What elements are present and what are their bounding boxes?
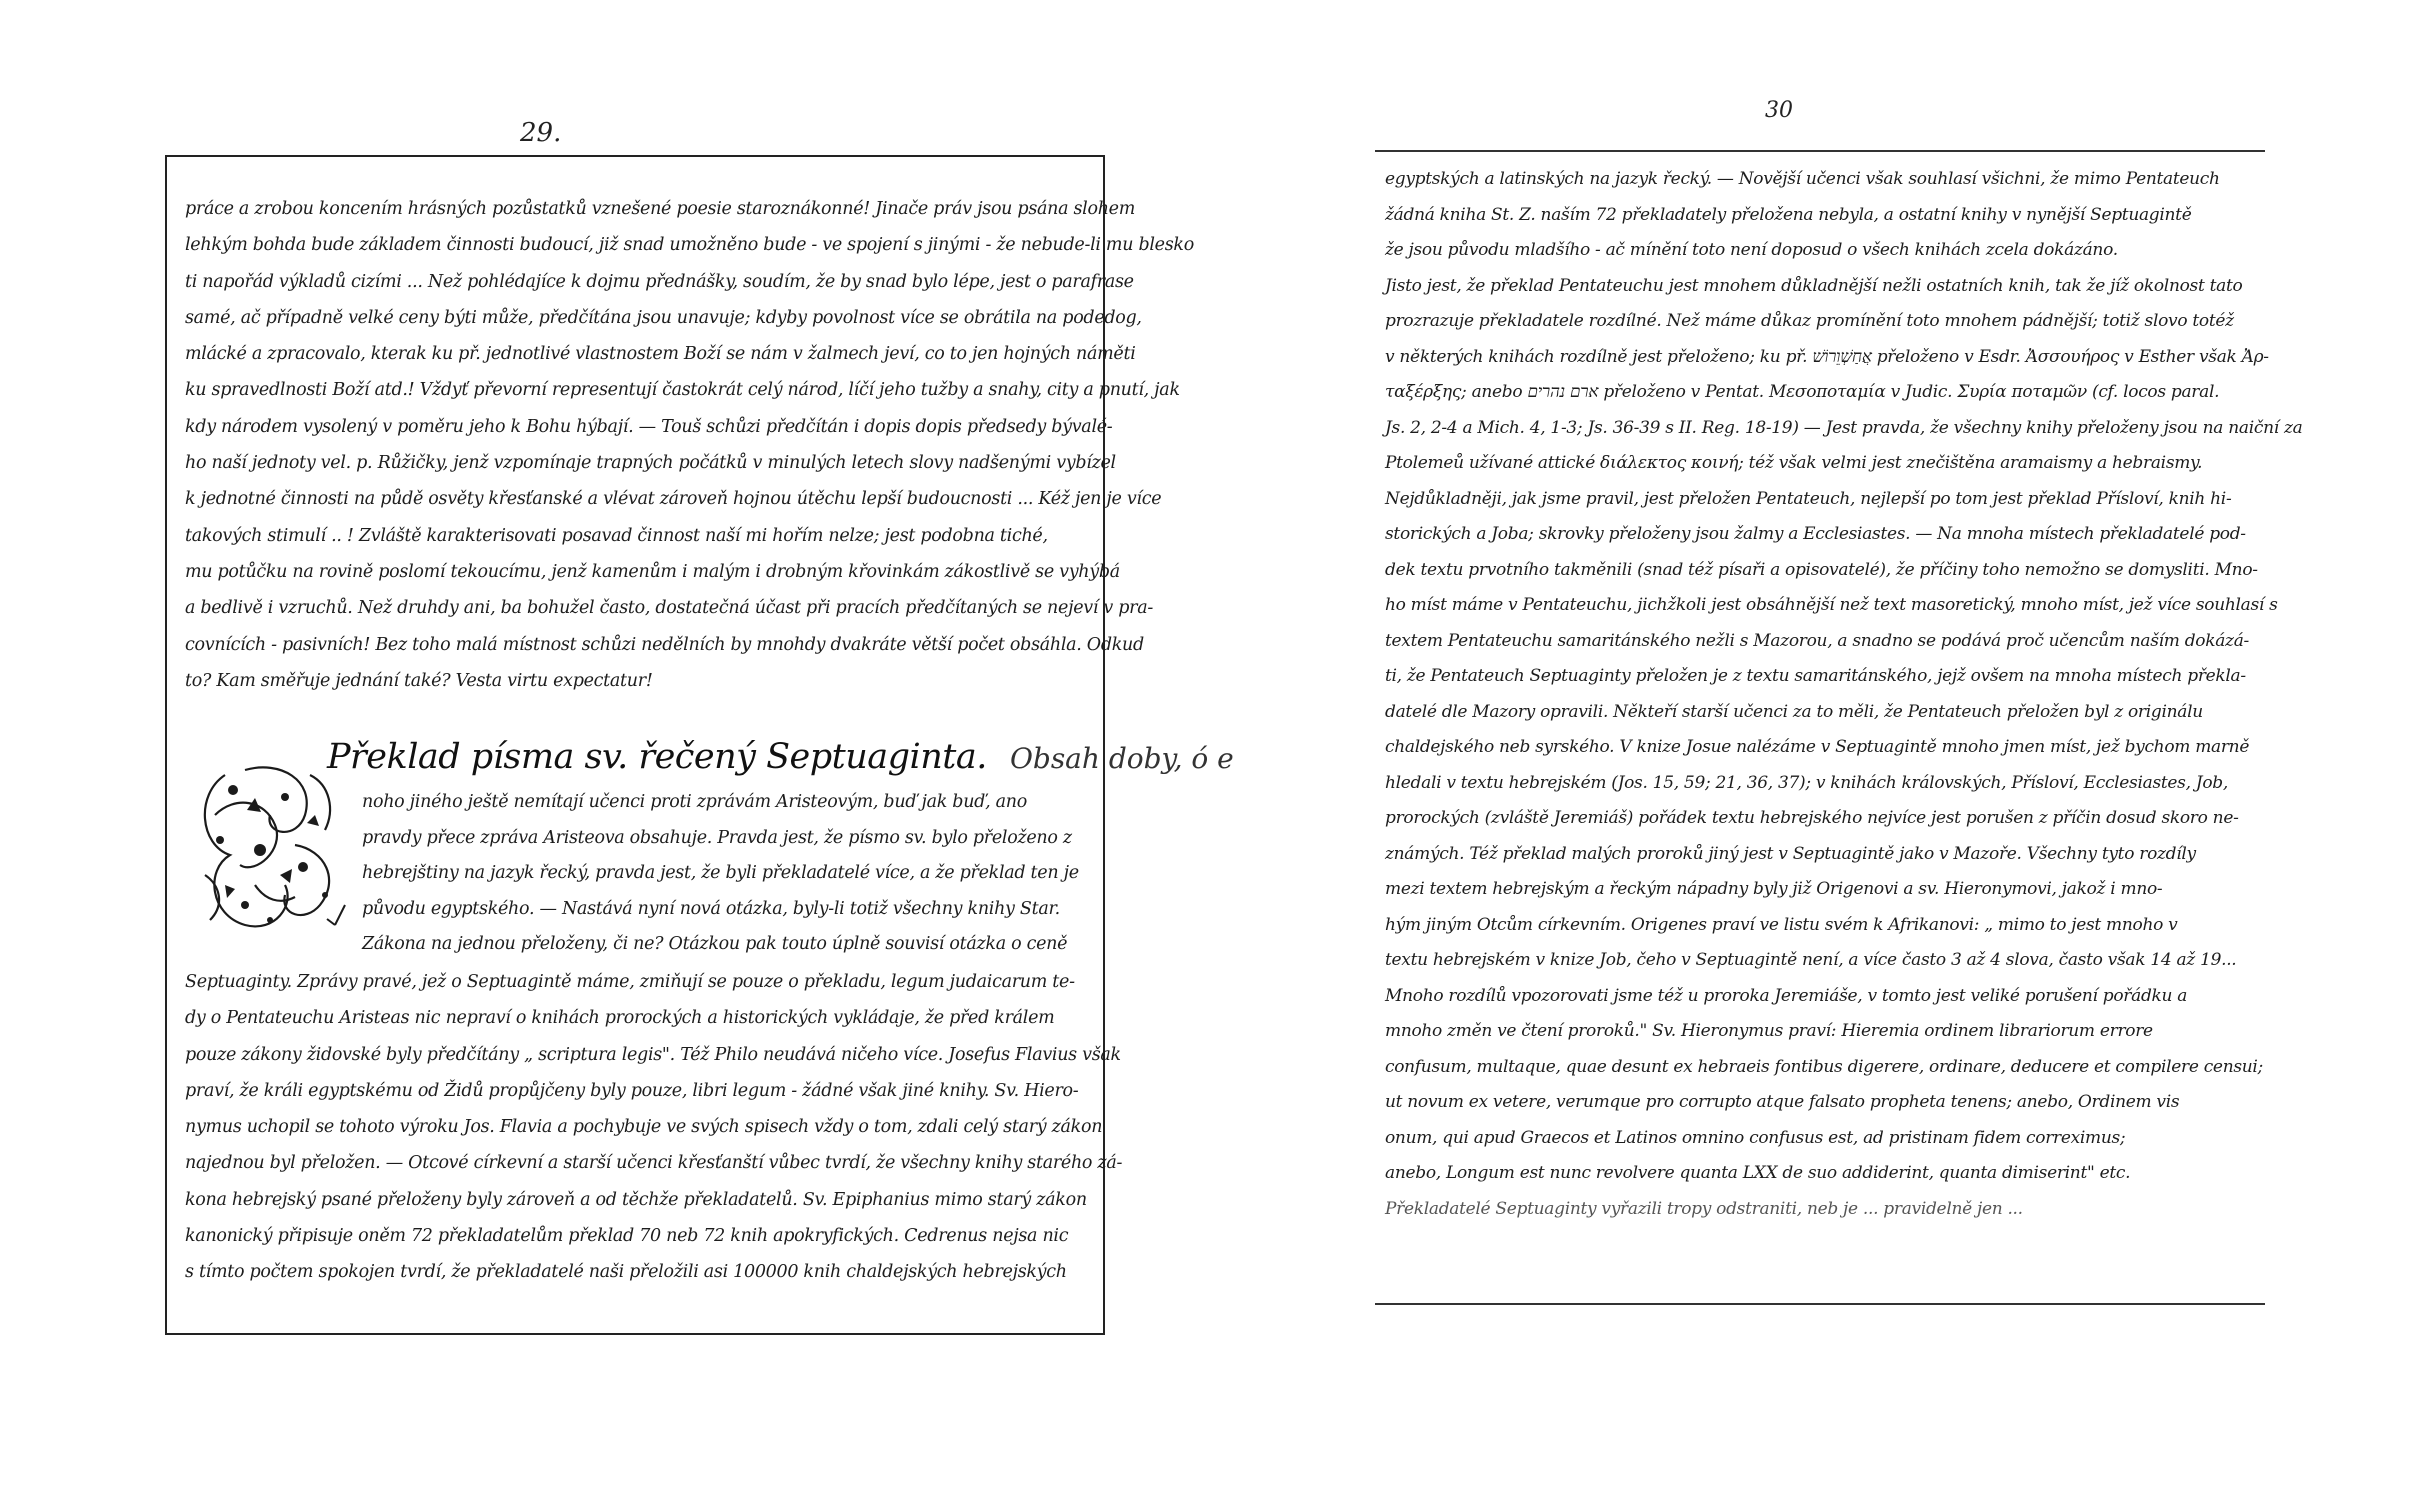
right-page-text-line: ho míst máme v Pentateuchu, jichžkoli jest obsáhnější než text masoretický, mnoho míst, jež více souhlasí s <box>1385 595 2278 615</box>
left-page-top-text-line: mu potůčku na rovině poslomí tekoucímu, jenž kamenům i malým i drobným křovinkám zákostlivě se vyhýbá <box>185 561 1120 582</box>
right-page-text-line: v některých knihách rozdílně jest přeloženo; ku př. אֲחַשְׁוֵרוֹשׁ přeloženo v Esdr. Ἀσσουήρος v Esther však Ἀρ- <box>1385 346 2269 367</box>
chapter-heading: Překlad písma sv. řečený Septuaginta. <box>327 737 987 777</box>
left-page-top-text-line: a bedlivě i vzruchů. Než druhdy ani, ba bohužel často, dostatečná účast při pracích předčítaných se nejeví v pra- <box>185 598 1153 619</box>
left-page-top-text-line: covnících - pasivních! Bez toho malá místnost schůzi nedělních by mnohdy dvakráte větší počet obsáhla. Odkud <box>185 634 1144 655</box>
right-page-number: 30 <box>1765 98 1793 123</box>
left-page-top-text-line: ti napořád výkladů cizími ... Než pohlédajíce k dojmu přednášky, soudím, že by snad bylo lépe, jest o parafrase <box>185 271 1134 292</box>
heading-handwritten-note: Obsah doby, ó e <box>1009 742 1234 775</box>
left-page-top-text-line: to? Kam směřuje jednání také? Vesta virtu expectatur! <box>185 670 653 691</box>
left-page-top-text-line: takových stimulí .. ! Zvláště karakterisovati posavad činnost naší mi hořím nelze; jest podobna tiché, <box>185 525 1048 546</box>
left-page-bottom-text-line: najednou byl přeložen. — Otcové církevní a starší učenci křesťanští vůbec tvrdí, že všechny knihy starého zá- <box>185 1153 1123 1174</box>
left-page-bottom-text-line: dy o Pentateuchu Aristeas nic nepraví o knihách prorockých a historických vykládaje, že před králem <box>185 1008 1055 1029</box>
right-page-text-line: Jisto jest, že překlad Pentateuchu jest mnohem důkladnější nežli ostatních knih, tak že jíž okolnost tato <box>1385 275 2243 296</box>
left-page-bottom-text-line: Septuaginty. Zprávy pravé, jež o Septuagintě máme, zmiňují se pouze o překladu, legum judaicarum te- <box>185 972 1075 992</box>
left-page-number: 29. <box>520 118 562 148</box>
left-page-top-text-line: mlácké a zpracovalo, kterak ku př. jednotlivé vlastnostem Boží se nám v žalmech jeví, co to jen hojných náměti <box>185 344 1136 365</box>
right-page-text-line: žádná kniha St. Z. naším 72 překladately přeložena nebyla, a ostatní knihy v nynější Septuagintě <box>1385 204 2192 225</box>
right-page-text-line: mnoho změn ve čtení proroků." Sv. Hieronymus praví: Hieremia ordinem librariorum errore <box>1385 1021 2153 1041</box>
chapter-heading-row <box>327 737 1234 785</box>
right-page-text-line: Překladatelé Septuaginty vyřazili tropy odstraniti, neb je ... pravidelně jen ... <box>1385 1198 2023 1219</box>
left-page-indented-text-line: hebrejštiny na jazyk řecký, pravda jest, že byli překladatelé více, a že překlad ten je <box>362 863 1079 884</box>
right-page-text-line: ut novum ex vetere, verumque pro corrupto atque falsato propheta tenens; anebo, Ordinem vis <box>1385 1092 2180 1112</box>
right-page-text-line: prorockých (zvláště Jeremiáš) pořádek textu hebrejského nejvíce jest porušen z příčin dosud skoro ne- <box>1385 808 2239 828</box>
right-page-text-line: ταξέρξης; anebo ארם נהרים přeloženo v Pentat. Μεσοποταμία v Judic. Συρία ποταμῶν (cf. locos paral. <box>1385 382 2220 402</box>
left-page-top-text-line: k jednotné činnosti na půdě osvěty křesťanské a vlévat zároveň hojnou útěchu lepší budoucnosti ... Kéž jen je více <box>185 489 1162 510</box>
right-page-text-line: textu hebrejském v knize Job, čeho v Septuagintě není, a více často 3 až 4 slova, často však 14 až 19... <box>1385 950 2237 970</box>
right-page-text-line: textem Pentateuchu samaritánského nežli s Mazorou, a snadno se podává proč učencům naším dokázá- <box>1385 630 2249 651</box>
left-page <box>165 155 1234 1335</box>
left-page-top-text-line: samé, ač případně velké ceny býti může, předčítána jsou unavuje; kdyby povolnost více se obrátila na podedog, <box>185 307 1142 328</box>
left-page-bottom-text-line: s tímto počtem spokojen tvrdí, že překladatelé naši přeložili asi 100000 knih chaldejských hebrejských <box>185 1262 1067 1283</box>
left-page-indented-text-line: noho jiného ještě nemítají učenci proti zprávám Aristeovým, buď jak buď, ano <box>362 792 1027 812</box>
left-page-top-text-line: kdy národem vysolený v poměru jeho k Bohu hýbají. — Touš schůzi předčítán i dopis dopis předsedy bývalé- <box>185 416 1113 437</box>
right-page-text-line: egyptských a latinských na jazyk řecký. — Novější učenci však souhlasí všichni, že mimo Pentateuch <box>1385 169 2220 189</box>
left-page-indented-text <box>362 785 1089 963</box>
right-page-text <box>1385 162 2303 1227</box>
left-page-indented-text-line: Zákona na jednou přeloženy, či ne? Otázkou pak touto úplně souvisí otázka o ceně <box>362 934 1068 955</box>
right-page-text-line: Js. 2, 2-4 a Mich. 4, 1-3; Js. 36-39 s II. Reg. 18-19) — Jest pravda, že všechny knihy přeloženy jsou na naiční za <box>1385 417 2303 438</box>
left-page-bottom-text-line: nymus uchopil se tohoto výroku Jos. Flavia a pochybuje ve svých spisech vždy o tom, zdali celý starý zákon <box>185 1117 1103 1138</box>
right-page-text-line: Nejdůkladněji, jak jsme pravil, jest přeložen Pentateuch, nejlepší po tom jest překlad Přísloví, knih hi- <box>1385 488 2232 509</box>
left-page-bottom-text-line: pouze zákony židovské byly předčítány „ scriptura legis". Též Philo neudává ničeho více. Josefus Flavius však <box>185 1044 1121 1065</box>
right-page-text-line: že jsou původu mladšího - ač mínění toto není doposud o všech knihách zcela dokázáno. <box>1385 240 2118 260</box>
left-page-top-text <box>185 191 1194 699</box>
left-page-top-text-line: ku spravedlnosti Boží atd.! Vždyť převorní representují častokrát celý národ, líčí jeho tužby a snahy, city a pnutí, jak <box>185 380 1180 401</box>
right-page <box>1375 150 2303 1305</box>
right-page-text-line: známých. Též překlad malých proroků jiný jest v Septuagintě jako v Mazoře. Všechny tyto rozdíly <box>1385 843 2196 864</box>
right-page-text-line: anebo, Longum est nunc revolvere quanta LXX de suo addiderint, quanta dimiserint" etc. <box>1385 1163 2131 1183</box>
right-page-text-line: mezi textem hebrejským a řeckým nápadny byly již Origenovi a sv. Hieronymovi, jakož i mno- <box>1385 879 2163 899</box>
right-page-text-line: confusum, multaque, quae desunt ex hebraeis fontibus digerere, ordinare, deducere et compilere censui; <box>1385 1056 2263 1077</box>
left-page-indented-text-line: pravdy přece zpráva Aristeova obsahuje. Pravda jest, že písmo sv. bylo přeloženo z <box>362 827 1072 848</box>
right-page-text-line: ti, že Pentateuch Septuaginty přeložen je z textu samaritánského, jejž ovšem na mnoha místech překla- <box>1385 666 2246 686</box>
right-page-text-line: storických a Joba; skrovky přeloženy jsou žalmy a Ecclesiastes. — Na mnoha místech překladatelé pod- <box>1385 524 2246 544</box>
right-page-text-line: Ptolemeů užívané attické διάλεκτος κοινή; též však velmi jest znečištěna aramaismy a hebraismy. <box>1385 453 2203 473</box>
left-page-bottom-text-line: kanonický připisuje oněm 72 překladatelům překlad 70 neb 72 knih apokryfických. Cedrenus nejsa nic <box>185 1226 1069 1247</box>
right-page-text-line: dek textu prvotního takměnili (snad též písaři a opisovatelé), že příčiny toho nemožno se domysliti. Mno- <box>1385 559 2258 580</box>
left-page-bottom-text-line: praví, že králi egyptskému od Židů propůjčeny byly pouze, libri legum - žádné však jiné knihy. Sv. Hiero- <box>185 1080 1079 1101</box>
left-page-top-text-line: práce a zrobou koncením hrásných pozůstatků vznešené poesie staroznákonné! Jinače práv jsou psána slohem <box>185 199 1136 219</box>
left-page-bottom-text <box>185 964 1123 1291</box>
left-page-top-text-line: ho naší jednoty vel. p. Růžičky, jenž vzpomínaje trapných počátků v minulých letech slovy nadšenými vybízel <box>185 453 1116 474</box>
left-page-top-text-line: lehkým bohda bude základem činnosti budoucí, již snad umožněno bude - ve spojení s jinými - že nebude-li mu blesko <box>185 235 1194 256</box>
right-page-text-line: chaldejského neb syrského. V knize Josue nalézáme v Septuagintě mnoho jmen míst, jež bychom marně <box>1385 737 2250 757</box>
right-page-text-line: hým jiným Otcům církevním. Origenes praví ve listu svém k Afrikanovi: „ mimo to jest mnoho v <box>1385 914 2178 935</box>
right-page-text-line: onum, qui apud Graecos et Latinos omnino confusus est, ad pristinam fidem correximus; <box>1385 1127 2126 1148</box>
left-page-bottom-text-line: kona hebrejský psané přeloženy byly zároveň a od těchže překladatelů. Sv. Epiphanius mimo starý zákon <box>185 1189 1087 1210</box>
right-page-text-line: datelé dle Mazory opravili. Někteří starší učenci za to měli, že Pentateuch přeložen byl z originálu <box>1385 701 2203 722</box>
right-page-text-line: hledali v textu hebrejském (Jos. 15, 59; 21, 36, 37); v knihách královských, Přísloví, Ecclesiastes, Job, <box>1385 772 2228 793</box>
right-page-text-line: prozrazuje překladatele rozdílné. Než máme důkaz promínění toto mnohem pádnější; totiž slovo totéž <box>1385 311 2234 331</box>
right-page-text-line: Mnoho rozdílů vpozorovati jsme též u proroka Jeremiáše, v tomto jest veliké porušení pořádku a <box>1385 985 2188 1006</box>
left-page-indented-text-line: původu egyptského. — Nastává nyní nová otázka, byly-li totiž všechny knihy Star. <box>362 898 1060 919</box>
